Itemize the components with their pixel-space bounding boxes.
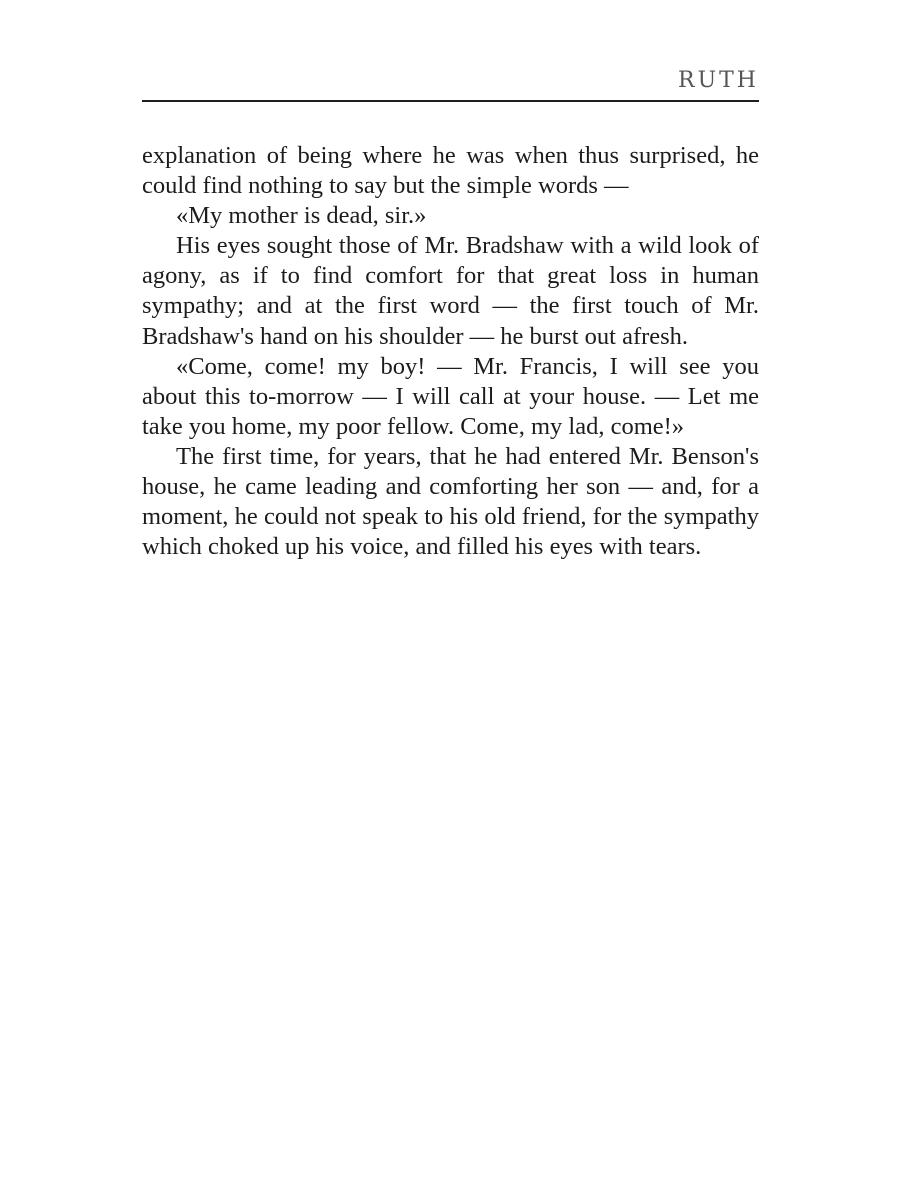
body-text — [142, 141, 759, 562]
paragraph: «My mother is dead, sir.» — [176, 202, 427, 230]
running-head-title: RUTH — [678, 68, 759, 93]
header-rule — [142, 100, 759, 102]
paragraph: The first time, for years, that he had entered Mr. Benson's house, he came leading and comforting her son — and, for a moment, he could not speak to his old friend, for the sympathy which choked up his voice, and filled his eyes with tears. — [142, 442, 759, 561]
paragraph: His eyes sought those of Mr. Bradshaw with a wild look of agony, as if to find comfort for that great loss in human sympathy; and at the first word — the first touch of Mr. Bradshaw's hand on his shoulder — he burst out afresh. — [142, 232, 759, 350]
paragraph-continued: explanation of being where he was when thus surprised, he could find nothing to say but the simple words — — [142, 142, 759, 200]
paragraph: «Come, come! my boy! — Mr. Francis, I will see you about this to-morrow — I will call at your house. — Let me take you home, my poor fellow. Come, my lad, come!» — [142, 352, 759, 440]
